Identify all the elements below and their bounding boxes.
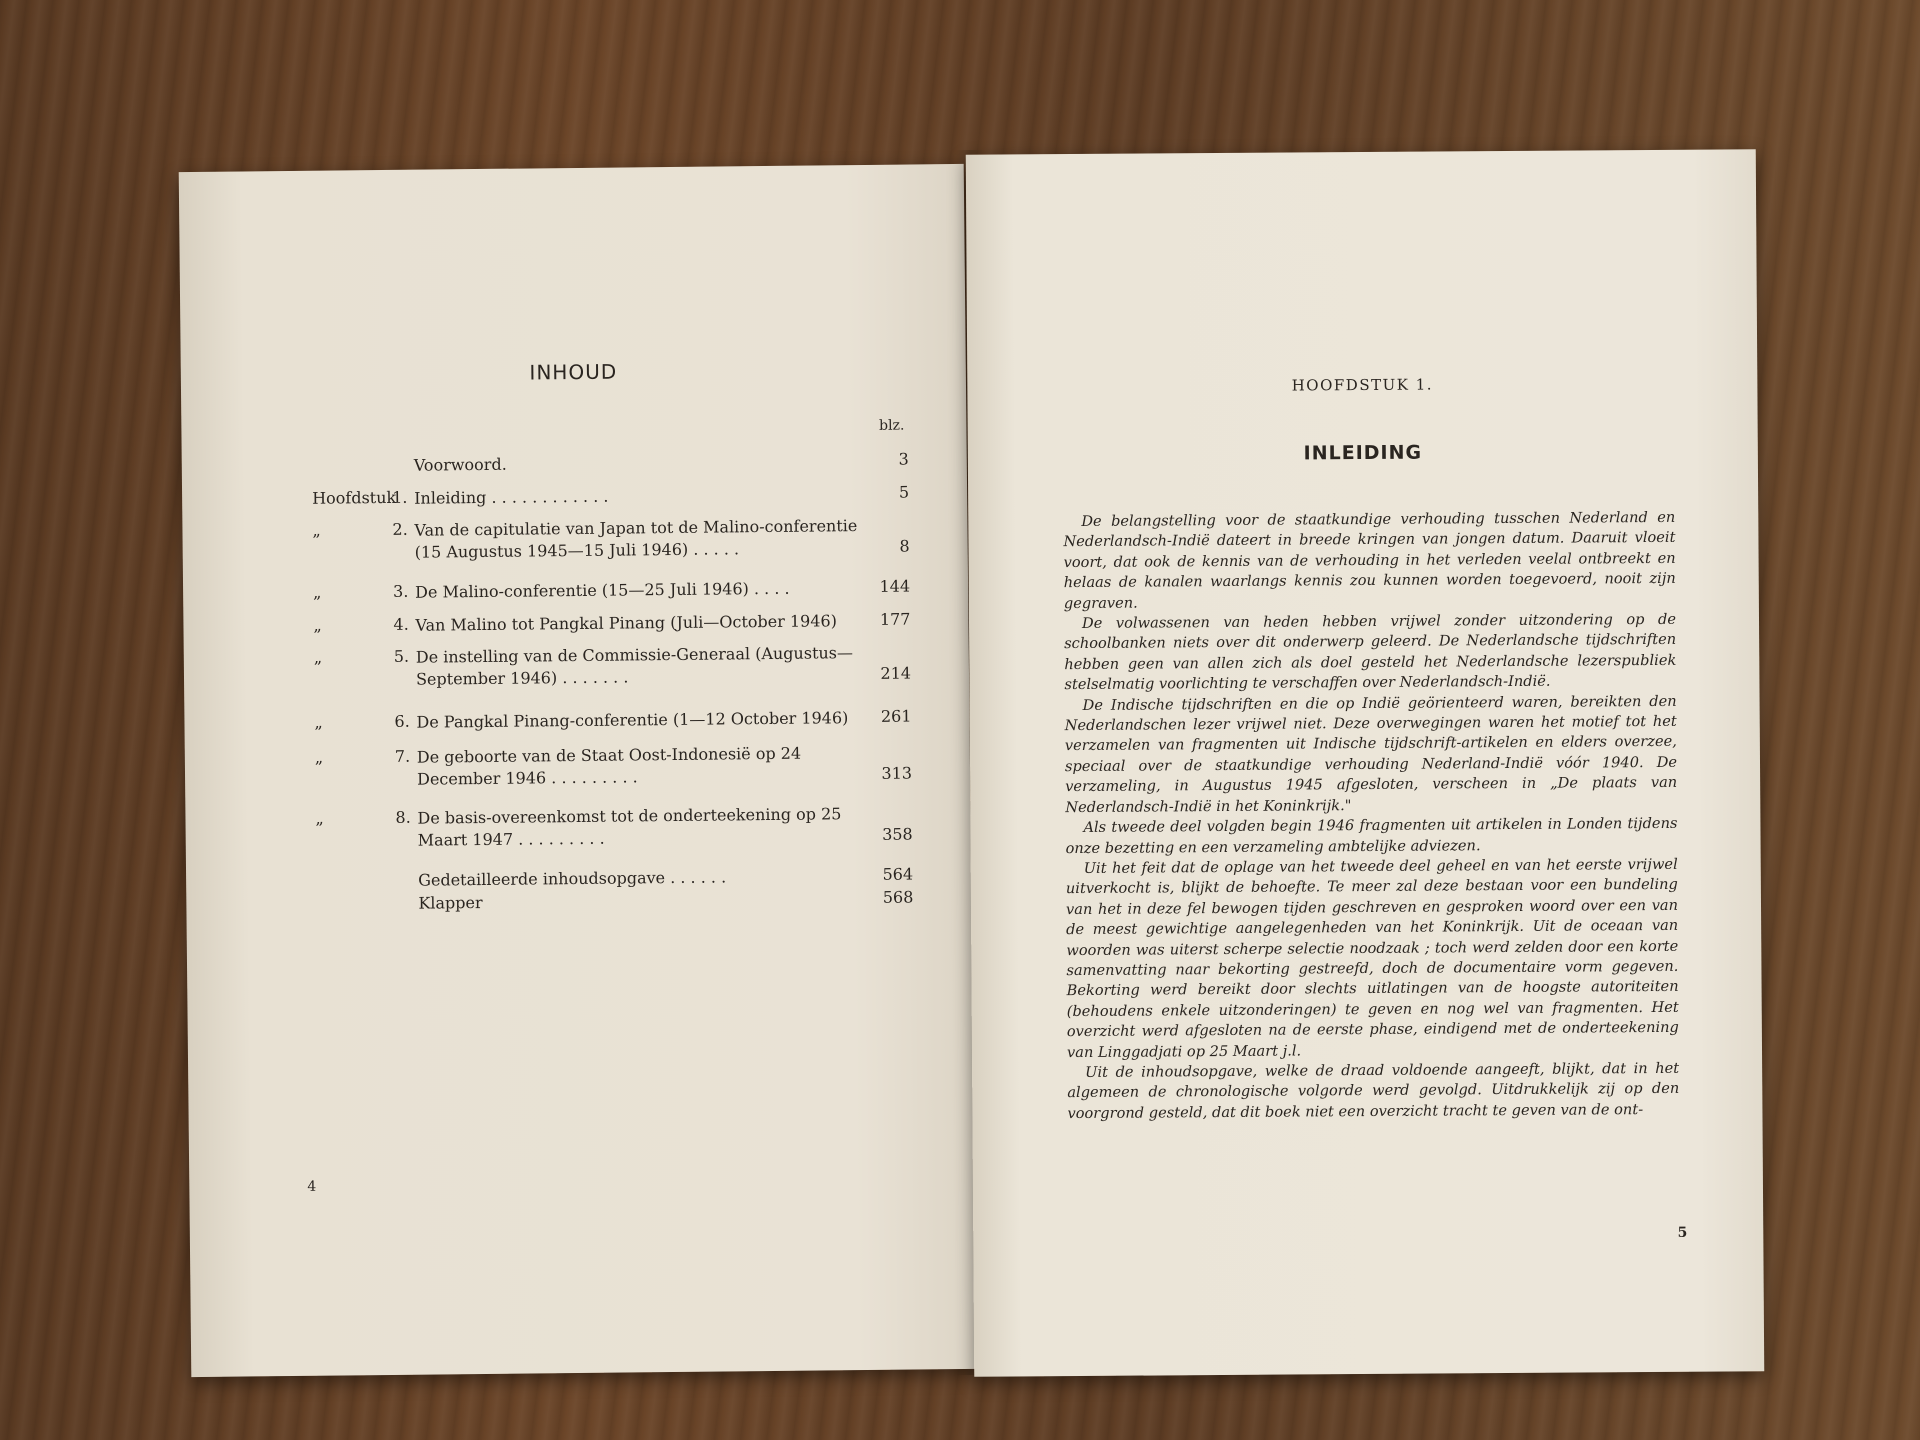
body-text (1063, 508, 1679, 1124)
toc-entry (182, 482, 967, 508)
toc-entry (185, 741, 970, 789)
toc-entry-page: 261 (880, 706, 912, 726)
toc-entry-prefix: Hoofdstuk (312, 487, 397, 508)
toc-entry-prefix: „ (312, 520, 321, 540)
toc-entry-text: Voorwoord. (413, 454, 507, 475)
toc-entry-text: De Malino-conferentie (15—25 Juli 1946) . . . . (415, 578, 790, 602)
toc-entry-text: De instelling van de Commissie-Generaal (Augustus—September 1946) . . . . . . . (415, 643, 854, 689)
toc-entry (183, 609, 968, 635)
toc-entry-text: De geboorte van de Staat Oost-Indonesië op 24 December 1946 . . . . . . . . . (416, 743, 802, 789)
toc-entry-prefix: „ (315, 808, 324, 828)
page-number-right: 5 (1677, 1224, 1688, 1241)
toc-entry-page: 144 (879, 576, 911, 596)
toc-entry-text: Inleiding . . . . . . . . . . . . (414, 486, 609, 508)
toc-entry (182, 449, 967, 475)
toc-entry-page: 8 (899, 536, 910, 556)
toc-entry-text: Gedetailleerde inhoudsopgave . . . . . . (418, 867, 727, 890)
toc-title: INHOUD (529, 359, 618, 385)
toc-entry-page: 358 (882, 824, 913, 844)
toc-entry-page: 177 (879, 609, 911, 629)
toc-entry-page: 313 (881, 763, 913, 783)
left-page (179, 164, 977, 1377)
toc-entry (186, 864, 971, 890)
page-number-left: 4 (307, 1178, 317, 1195)
toc-entry-number: 4. (393, 614, 409, 634)
paragraph: De belangstelling voor de staatkundige verhouding tusschen Nederland en Nederlandsch-Indië dateert in breede kringen van jongen datum. Daaruit vloeit voort, dat ook de kennis van de verhouding in het verleden veelal ontbreekt en helaas de kanalen waarlangs kennis zou kunnen worden toegevoerd, nooit zijn gegraven. (1063, 508, 1676, 612)
toc-entry (184, 706, 969, 732)
toc-entry-prefix: „ (314, 747, 324, 767)
toc-entry-number: 5. (393, 646, 410, 666)
toc-entry-text: Klapper (418, 893, 483, 913)
toc-entry (184, 641, 969, 689)
chapter-label: HOOFDSTUK 1. (1291, 375, 1434, 395)
toc-entry-number: 8. (395, 807, 411, 827)
toc-entry-page: 564 (882, 864, 914, 884)
toc-entry-number: 1. (392, 487, 408, 507)
toc-entry (183, 576, 968, 602)
toc-entry-prefix: „ (313, 647, 323, 667)
toc-entry-number: 6. (394, 711, 410, 731)
toc-entry-text: De Pangkal Pinang-conferentie (1—12 October 1946) (416, 708, 849, 732)
toc-entry (182, 514, 967, 562)
chapter-title: INLEIDING (1303, 441, 1423, 465)
toc-entry-number: 3. (393, 581, 409, 601)
toc-entry-prefix: „ (313, 615, 322, 635)
paragraph: Als tweede deel volgden begin 1946 fragmenten uit artikelen in Londen tijdens onze bezetting en een verzameling ambtelijke adviezen. (1065, 814, 1678, 857)
toc-entry-page: 568 (882, 887, 914, 907)
toc-entry-number: 7. (394, 746, 411, 766)
paragraph: Uit het feit dat de oplage van het tweede deel geheel en van het eerste vrijwel uitverkocht is, blijkt de behoefte. Te meer zal deze bestaan voor een bundeling van het in deze fel bewogen tijden geschreven en gesproken woord over een van de meest gewichtige aangelegenheden van het Koninkrijk. Uit de oceaan van woorden was uiterst scherpe selectie noodzaak ; toch werd zelden door een korte samenvatting naar bekorting gestreefd, doch de documentaire vorm gegeven. Bekorting werd bereikt door slechts uitlatingen van de hoogste autoriteiten (behoudens enkele uitzonderingen) te geven en nog wel van fragmenten. Het overzicht werd afgesloten na de eerste phase, eindigend met de onderteekening van Linggadjati op 25 Maart j.l. (1065, 855, 1679, 1061)
blz-label: blz. (879, 417, 905, 434)
paragraph: De Indische tijdschriften en die op Indië geörienteerd waren, bereikten den Nederlandschen lezer vrijwel niet. Deze overwegingen waren het motief tot het verzamelen van fragmenten uit Indische tijdschrift-artikelen en elders overzee, speciaal over de staatkundige verhouding Nederland-Indië vóór 1940. De verzameling, in Augustus 1945 afgesloten, verscheen in „De plaats van Nederlandsch-Indië in het Koninkrijk." (1064, 692, 1678, 816)
right-page (966, 149, 1765, 1376)
toc-entry-page: 5 (898, 482, 910, 502)
toc-entry (185, 802, 970, 850)
toc-entry-text: Van de capitulatie van Japan tot de Malino-conferentie (15 Augustus 1945—15 Juli 1946) . . . . . (414, 516, 858, 562)
toc-entry-number: 2. (392, 519, 408, 539)
toc-entry-text: De basis-overeenkomst tot de onderteekening op 25 Maart 1947 . . . . . . . . . (417, 804, 842, 850)
paragraph: De volwassenen van heden hebben vrijwel zonder uitzondering op de schoolbanken niets over dit onderwerp geleerd. De Nederlandsche tijdschriften hebben geen van allen zich als doel gesteld het Nederlandsche lezerspubliek stelselmatig voorlichting te verschaffen over Nederlandsch-Indië. (1064, 610, 1677, 694)
toc-entry-page: 214 (880, 663, 912, 683)
table-of-contents (182, 449, 967, 913)
toc-entry-text: Van Malino tot Pangkal Pinang (Juli—October 1946) (415, 611, 837, 635)
paragraph: Uit de inhoudsopgave, welke de draad voldoende aangeeft, blijkt, dat in het algemeen de chronologische volgorde werd gevolgd. Uitdrukkelijk zij op den voorgrond gesteld, dat dit boek niet een overzicht tracht te geven van de ont- (1067, 1059, 1680, 1122)
toc-entry-prefix: „ (313, 582, 322, 602)
toc-entry-prefix: „ (314, 712, 323, 732)
toc-entry-page: 3 (898, 449, 909, 469)
